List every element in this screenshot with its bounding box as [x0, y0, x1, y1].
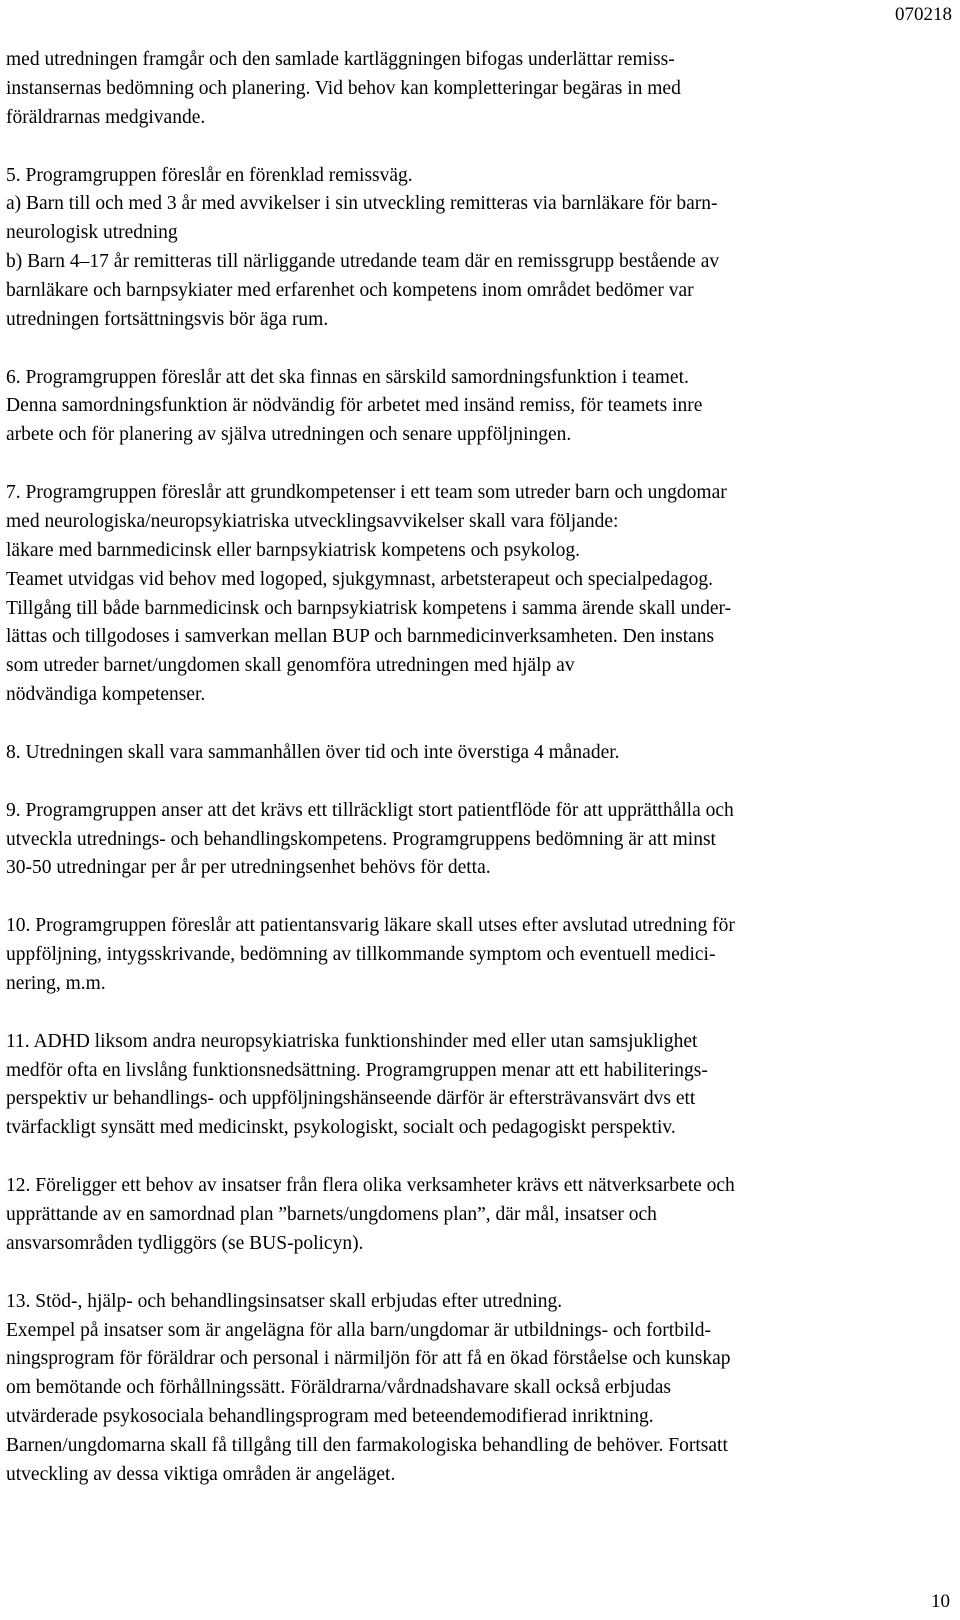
text-line: som utreder barnet/ungdomen skall genomföra utredningen med hjälp av — [6, 655, 575, 677]
text-line: Barnen/ungdomarna skall få tillgång till den farmakologiska behandling de behöver. Fortsatt — [6, 1434, 728, 1456]
section-10 — [6, 912, 951, 999]
section-7 — [6, 479, 951, 710]
section-11 — [6, 1028, 951, 1143]
section-6 — [6, 364, 951, 451]
text-line: nering, m.m. — [6, 972, 106, 994]
paragraph-gap — [6, 1143, 951, 1172]
section-12 — [6, 1172, 951, 1259]
page-number: 10 — [931, 1591, 950, 1612]
text-line: om bemötande och förhållningssätt. Föräldrarna/vårdnadshavare skall också erbjudas — [6, 1377, 671, 1399]
text-line: Tillgång till både barnmedicinsk och barnpsykiatrisk kompetens i samma ärende skall under- — [6, 597, 732, 619]
text-line: med neurologiska/neuropsykiatriska utvecklingsavvikelser skall vara följande: — [6, 510, 619, 532]
text-line: 13. Stöd-, hjälp- och behandlingsinsatser skall erbjudas efter utredning. — [6, 1290, 563, 1312]
text-line: upprättande av en samordnad plan ”barnets/ungdomens plan”, där mål, insatser och — [6, 1204, 657, 1225]
text-line: 8. Utredningen skall vara sammanhållen över tid och inte överstiga 4 månader. — [6, 741, 620, 763]
section-5 — [6, 162, 951, 335]
paragraph-gap — [6, 450, 951, 479]
paragraph-gap — [6, 335, 951, 364]
text-line: 6. Programgruppen föreslår att det ska finnas en särskild samordningsfunktion i teamet. — [6, 366, 689, 388]
text-line: utveckla utrednings- och behandlingskompetens. Programgruppens bedömning är att minst — [6, 828, 716, 850]
text-line: 11. ADHD liksom andra neuropsykiatriska funktionshinder med eller utan samsjuklighet — [6, 1030, 698, 1052]
text-line: Denna samordningsfunktion är nödvändig för arbetet med insänd remiss, för teamets inre — [6, 395, 703, 417]
text-line: 7. Programgruppen föreslår att grundkompetenser i ett team som utreder barn och ungdomar — [6, 482, 727, 504]
text-line: a) Barn till och med 3 år med avvikelser i sin utveckling remitteras via barnläkare för barn- — [6, 193, 718, 215]
text-line: utvärderade psykosociala behandlingsprogram med beteendemodifierad inriktning. — [6, 1406, 654, 1428]
section-8 — [6, 739, 951, 768]
paragraph-gap — [6, 999, 951, 1028]
text-line: utveckling av dessa viktiga områden är angeläget. — [6, 1463, 396, 1485]
text-line: 12. Föreligger ett behov av insatser från flera olika verksamheter krävs ett nätverksarbete och — [6, 1175, 735, 1197]
text-line: med utredningen framgår och den samlade kartläggningen bifogas underlättar remiss- — [6, 49, 675, 70]
text-line: ningsprogram för föräldrar och personal i närmiljön för att få en ökad förståelse och kunskap — [6, 1348, 731, 1370]
document-code: 070218 — [895, 4, 952, 25]
section-9 — [6, 797, 951, 884]
text-line: instansernas bedömning och planering. Vid behov kan kompletteringar begäras in med — [6, 77, 681, 99]
text-line: föräldrarnas medgivande. — [6, 106, 206, 128]
text-line: perspektiv ur behandlings- och uppföljningshänseende därför är eftersträvansvärt dvs ett — [6, 1088, 696, 1110]
paragraph-gap — [6, 710, 951, 739]
paragraph-gap — [6, 883, 951, 912]
text-line: 10. Programgruppen föreslår att patientansvarig läkare skall utses efter avslutad utredning för — [6, 915, 735, 937]
text-line: neurologisk utredning — [6, 222, 178, 244]
text-line: 5. Programgruppen föreslår en förenklad remissväg. — [6, 164, 413, 186]
section-13 — [6, 1288, 951, 1490]
text-line: uppföljning, intygsskrivande, bedömning av tillkommande symptom och eventuell medici- — [6, 944, 716, 966]
text-line: nödvändiga kompetenser. — [6, 684, 206, 706]
text-line: läkare med barnmedicinsk eller barnpsykiatrisk kompetens och psykolog. — [6, 539, 581, 561]
text-line: 30-50 utredningar per år per utredningsenhet behövs för detta. — [6, 857, 491, 879]
text-line: utredningen fortsättningsvis bör äga rum. — [6, 308, 329, 330]
intro-paragraph — [6, 46, 951, 133]
text-line: barnläkare och barnpsykiater med erfarenhet och kompetens inom området bedömer var — [6, 279, 694, 301]
paragraph-gap — [6, 1259, 951, 1288]
document-body — [6, 46, 951, 1490]
text-line: medför ofta en livslång funktionsnedsättning. Programgruppen menar att ett habiliterings- — [6, 1059, 708, 1081]
text-line: tvärfackligt synsätt med medicinskt, psykologiskt, socialt och pedagogiskt perspektiv. — [6, 1117, 676, 1139]
paragraph-gap — [6, 768, 951, 797]
text-line: 9. Programgruppen anser att det krävs ett tillräckligt stort patientflöde för att upprätthålla och — [6, 799, 734, 821]
paragraph-gap — [6, 133, 951, 162]
text-line: arbete och för planering av själva utredningen och senare uppföljningen. — [6, 424, 572, 446]
text-line: lättas och tillgodoses i samverkan mellan BUP och barnmedicinverksamheten. Den instans — [6, 626, 715, 648]
text-line: b) Barn 4–17 år remitteras till närliggande utredande team där en remissgrupp bestående av — [6, 251, 720, 273]
text-line: Teamet utvidgas vid behov med logoped, sjukgymnast, arbetsterapeut och specialpedagog. — [6, 568, 713, 590]
text-line: ansvarsområden tydliggörs (se BUS-policyn). — [6, 1232, 364, 1254]
text-line: Exempel på insatser som är angelägna för alla barn/ungdomar är utbildnings- och fortbild- — [6, 1319, 712, 1341]
